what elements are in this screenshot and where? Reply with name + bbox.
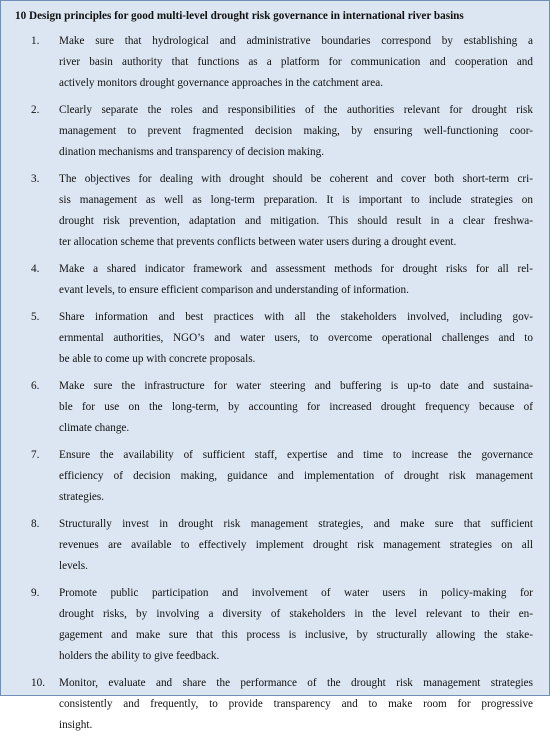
principle-text — [59, 307, 533, 370]
principle-text-line: insight. — [59, 719, 93, 731]
principle-text — [59, 673, 533, 736]
principle-number: 2. — [31, 104, 40, 116]
principle-number: 3. — [31, 173, 40, 185]
principle-number: 10. — [31, 677, 45, 689]
principle-number: 8. — [31, 518, 40, 530]
principle-text-line: river basin authority that functions as a platform for communication and cooperation and — [59, 56, 533, 68]
principle-text — [59, 376, 533, 439]
principle-number: 7. — [31, 449, 40, 461]
principle-text — [59, 31, 533, 94]
principle-text-line: Promote public participation and involvement of water users in policy-making for — [59, 587, 533, 599]
principle-text-line: Structurally invest in drought risk management strategies, and make sure that sufficient — [59, 518, 533, 530]
principle-text-line: dination mechanisms and transparency of decision making. — [59, 146, 325, 158]
principle-text-line: Monitor, evaluate and share the performance of the drought risk management strategies — [59, 677, 533, 689]
principle-text — [59, 514, 533, 577]
principle-text-line: consistently and frequently, to provide transparency and to make room for progressive — [59, 698, 533, 710]
principle-text-line: strategies. — [59, 491, 105, 503]
principle-text-line: drought risks, by involving a diversity of stakeholders in the level relevant to their en- — [59, 608, 533, 620]
principle-text-line: actively monitors drought governance approaches in the catchment area. — [59, 77, 383, 89]
principle-text-line: Make sure that hydrological and administrative boundaries correspond by establishing a — [59, 35, 533, 47]
principle-number: 6. — [31, 380, 40, 392]
principle-text-line: sis management as well as long-term preparation. It is important to include strategies on — [59, 194, 533, 206]
box-title: 10 Design principles for good multi-level drought risk governance in international river basins — [15, 10, 464, 22]
principle-text-line: efficiency of decision making, guidance and implementation of drought risk management — [59, 470, 533, 482]
principle-text-line: The objectives for dealing with drought should be coherent and cover both short-term cri- — [59, 173, 533, 185]
principle-text — [59, 169, 533, 253]
principle-text-line: levels. — [59, 560, 88, 572]
principle-text-line: climate change. — [59, 422, 130, 434]
principle-text-line: revenues are available to effectively implement drought risk management strategies on all — [59, 539, 533, 551]
principle-text-line: ble for use on the long-term, by accounting for increased drought frequency because of — [59, 401, 533, 413]
principle-text-line: Ensure the availability of sufficient staff, expertise and time to increase the governance — [59, 449, 533, 461]
principle-text-line: holders the ability to give feedback. — [59, 650, 220, 662]
principle-text — [59, 583, 533, 667]
principle-text — [59, 445, 533, 508]
principle-text — [59, 100, 533, 163]
principle-text-line: Share information and best practices with all the stakeholders involved, including gov- — [59, 311, 533, 323]
principle-text-line: Clearly separate the roles and responsibilities of the authorities relevant for drought risk — [59, 104, 533, 116]
principle-text-line: ernmental authorities, NGO’s and water users, to overcome operational challenges and to — [59, 332, 533, 344]
principle-text-line: gagement and make sure that this process is inclusive, by structurally allowing the stake- — [59, 629, 533, 641]
principle-text-line: management to prevent fragmented decision making, by ensuring well-functioning coor- — [59, 125, 533, 137]
principle-text — [59, 259, 533, 301]
principle-text-line: be able to come up with concrete proposals. — [59, 353, 256, 365]
principle-text-line: drought risk prevention, adaptation and mitigation. This should result in a clear freshwa- — [59, 215, 533, 227]
principle-number: 1. — [31, 35, 40, 47]
principle-text-line: Make sure the infrastructure for water steering and buffering is up-to date and sustaina- — [59, 380, 533, 392]
principle-text-line: ter allocation scheme that prevents conflicts between water users during a drought event. — [59, 236, 457, 248]
principle-number: 4. — [31, 263, 40, 275]
principle-number: 5. — [31, 311, 40, 323]
principle-text-line: Make a shared indicator framework and assessment methods for drought risks for all rel- — [59, 263, 533, 275]
principle-text-line: evant levels, to ensure efficient comparison and understanding of information. — [59, 284, 409, 296]
principle-number: 9. — [31, 587, 40, 599]
